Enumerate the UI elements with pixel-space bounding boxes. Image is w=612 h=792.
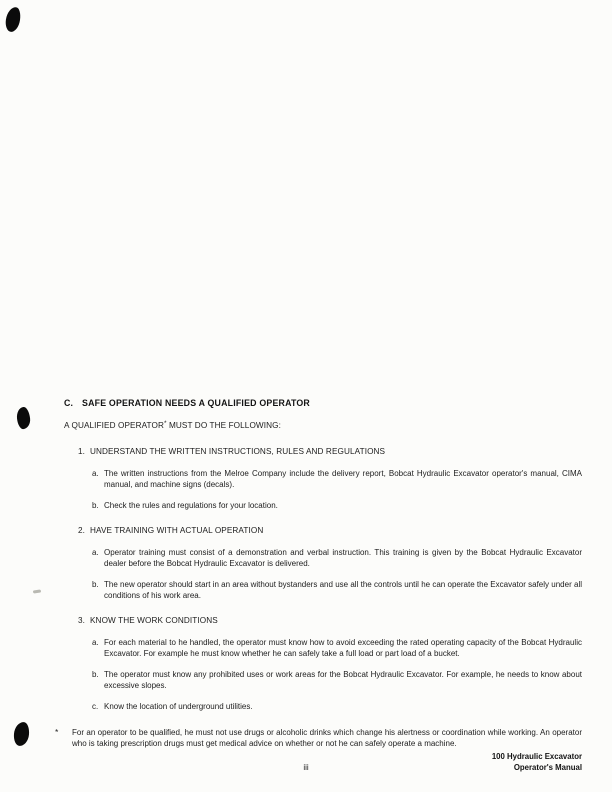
- item-1-number: 1.: [78, 447, 86, 456]
- item-3-sub-b-label: b.: [92, 670, 99, 679]
- section-heading-text: SAFE OPERATION NEEDS A QUALIFIED OPERATOR: [82, 398, 310, 408]
- item-3-sub-c: [92, 701, 582, 712]
- intro-line: [64, 421, 582, 430]
- footnote: [55, 727, 582, 749]
- manual-title-line2: Operator's Manual: [513, 762, 582, 772]
- item-2-sub-a-label: a.: [92, 548, 99, 557]
- intro-text-cont: MUST DO THE FOLLOWING:: [166, 421, 281, 430]
- item-3-title: [78, 616, 582, 625]
- item-1-title-text: UNDERSTAND THE WRITTEN INSTRUCTIONS, RULES AND REGULATIONS: [90, 447, 386, 456]
- section-heading: [64, 398, 582, 408]
- item-1-sub-a-text: The written instructions from the Melroe Company include the delivery report, Bobcat Hydraulic Excavator operator's manual, CIMA manual, and machine signs (decals).: [104, 469, 582, 489]
- intro-text: A QUALIFIED OPERATOR: [64, 421, 164, 430]
- item-1-title: [78, 447, 582, 456]
- item-2-sub-a-text: Operator training must consist of a demonstration and verbal instruction. This training is given by the Bobcat Hydraulic Excavator dealer before the Bobcat Hydraulic Excavator is delivered.: [104, 548, 582, 568]
- footnote-marker: *: [55, 727, 59, 737]
- manual-title-line1: 100 Hydraulic Excavator: [491, 752, 582, 761]
- numbered-item-1: [78, 447, 582, 511]
- item-1-sub-b: [92, 500, 582, 511]
- item-2-title: [78, 526, 582, 535]
- item-3-sub-c-label: c.: [92, 702, 99, 711]
- item-1-sub-a-label: a.: [92, 469, 99, 478]
- binding-mark-middle: [16, 406, 31, 429]
- item-1-sub-b-label: b.: [92, 501, 99, 510]
- item-3-sub-b-text: The operator must know any prohibited uses or work areas for the Bobcat Hydraulic Excavator. For example, he needs to know about excessive slopes.: [104, 670, 582, 690]
- item-3-number: 3.: [78, 616, 86, 625]
- item-2-number: 2.: [78, 526, 86, 535]
- item-3-sub-a-label: a.: [92, 638, 99, 647]
- footnote-text: For an operator to be qualified, he must not use drugs or alcoholic drinks which change his alertness or coordination while working. An operator who is taking prescription drugs must get medical advice on whether or not he can safely operate a machine.: [72, 728, 582, 748]
- footnote-ref-asterisk: *: [163, 420, 167, 427]
- item-2-sub-a: [92, 547, 582, 569]
- item-3-sub-c-text: Know the location of underground utilities.: [104, 702, 253, 711]
- item-1-sub-a: [92, 468, 582, 490]
- binding-mark-bottom: [13, 721, 30, 746]
- scan-speck: [33, 589, 41, 593]
- manual-title-block: [492, 752, 582, 773]
- numbered-item-2: [78, 526, 582, 601]
- item-2-sub-b: [92, 579, 582, 601]
- item-3-sub-a: [92, 637, 582, 659]
- numbered-item-3: [78, 616, 582, 712]
- item-2-sub-b-label: b.: [92, 580, 99, 589]
- binding-mark-top: [4, 6, 21, 33]
- item-2-sub-b-text: The new operator should start in an area without bystanders and use all the controls until he can operate the Excavator safely under all conditions of his work area.: [104, 580, 582, 600]
- section-heading-label: C.: [64, 398, 74, 408]
- section-content: [55, 398, 582, 749]
- item-2-title-text: HAVE TRAINING WITH ACTUAL OPERATION: [90, 526, 264, 535]
- item-3-sub-b: [92, 669, 582, 691]
- item-3-title-text: KNOW THE WORK CONDITIONS: [90, 616, 218, 625]
- page-number: iii: [303, 763, 309, 772]
- item-3-sub-a-text: For each material to he handled, the operator must know how to avoid exceeding the rated operating capacity of the Bobcat Hydraulic Excavator. For example he must know whether he can safely take a full load or part load of a bucket.: [104, 638, 582, 658]
- item-1-sub-b-text: Check the rules and regulations for your location.: [104, 501, 278, 510]
